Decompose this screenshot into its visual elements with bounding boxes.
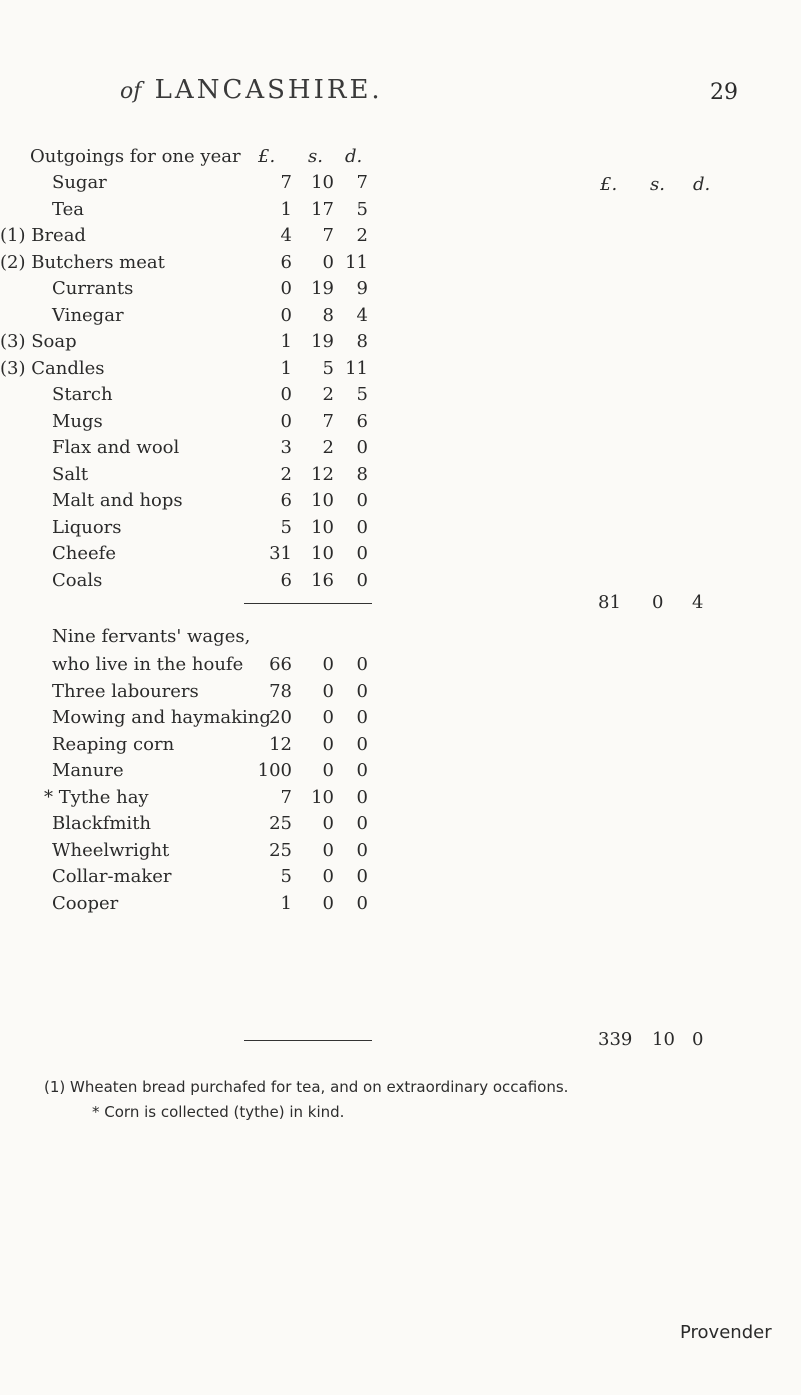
- amount-pence: 0: [356, 437, 368, 458]
- amount-pounds: 0: [280, 410, 292, 432]
- row-label: who live in the houfe: [52, 654, 244, 675]
- amount-pounds: 12: [269, 733, 292, 755]
- amount-pounds: 20: [269, 707, 292, 728]
- amount-pence: 0: [356, 733, 368, 755]
- amount-pounds: 1: [280, 198, 292, 220]
- table-row: [0, 464, 801, 494]
- table-row: [0, 199, 801, 229]
- amount-shillings: 7: [322, 225, 334, 246]
- table-row: [0, 813, 801, 843]
- amount-pounds: 6: [280, 490, 292, 511]
- amount-pence: 0: [356, 786, 368, 808]
- row-label: Manure: [52, 760, 124, 781]
- amount-shillings: 2: [322, 384, 334, 405]
- table-row: [0, 490, 801, 520]
- row-label: Starch: [52, 384, 113, 405]
- row-label: Coals: [52, 569, 103, 591]
- section2-total-pence: 0: [692, 1029, 704, 1050]
- amount-pounds: 6: [280, 251, 292, 273]
- amount-shillings: 19: [311, 278, 334, 299]
- table-row: [0, 517, 801, 547]
- amount-pence: 0: [356, 839, 368, 861]
- amount-pence: 0: [356, 490, 368, 511]
- amount-pence: 6: [356, 410, 368, 432]
- amount-pounds: 25: [269, 839, 292, 861]
- amount-shillings: 2: [322, 437, 334, 458]
- amount-pounds: 25: [269, 813, 292, 834]
- row-label: Cooper: [52, 892, 119, 914]
- amount-shillings: 8: [322, 304, 334, 326]
- table-row: [0, 437, 801, 467]
- amount-shillings: 0: [322, 839, 334, 861]
- row-label: Currants: [52, 278, 134, 299]
- amount-pence: 0: [356, 760, 368, 781]
- amount-pounds: 78: [269, 680, 292, 702]
- amount-pounds: 0: [280, 304, 292, 326]
- subtotal-rule-1: [244, 603, 372, 604]
- amount-pence: 0: [356, 866, 368, 887]
- table-row: [0, 866, 801, 896]
- row-label: (1) Bread: [0, 225, 86, 246]
- amount-shillings: 10: [311, 516, 334, 538]
- amount-shillings: 16: [311, 569, 334, 591]
- row-label: (3) Soap: [0, 331, 77, 352]
- amount-shillings: 10: [311, 786, 334, 808]
- amount-pounds: 3: [280, 437, 292, 458]
- section2-intro: Nine fervants' wages,: [52, 626, 251, 647]
- amount-pounds: 6: [280, 569, 292, 591]
- amount-shillings: 12: [311, 463, 334, 485]
- table-row: [0, 654, 801, 684]
- right-header-shillings: s.: [650, 174, 665, 195]
- header-prefix: of: [120, 79, 142, 104]
- section1-total-shillings: 0: [652, 592, 664, 613]
- amount-shillings: 0: [322, 866, 334, 887]
- row-label: (2) Butchers meat: [0, 251, 165, 273]
- table-row: [0, 252, 801, 282]
- amount-shillings: 10: [311, 490, 334, 511]
- col-header-pounds: £.: [258, 146, 276, 167]
- amount-pounds: 4: [280, 225, 292, 246]
- amount-pence: 11: [345, 251, 368, 273]
- row-label: Liquors: [52, 516, 122, 538]
- amount-pence: 8: [356, 331, 368, 352]
- row-label: Reaping corn: [52, 733, 175, 755]
- amount-pounds: 2: [280, 463, 292, 485]
- catchword: Provender: [680, 1322, 772, 1343]
- amount-shillings: 0: [322, 892, 334, 914]
- amount-shillings: 17: [311, 198, 334, 220]
- amount-pence: 0: [356, 892, 368, 914]
- row-label: Vinegar: [52, 304, 124, 326]
- amount-pence: 0: [356, 707, 368, 728]
- row-label: Collar-maker: [52, 866, 172, 887]
- amount-pence: 0: [356, 680, 368, 702]
- amount-pence: 5: [356, 198, 368, 220]
- row-label: Mowing and haymaking: [52, 707, 271, 728]
- table-row: [0, 681, 801, 711]
- amount-pence: 2: [356, 225, 368, 246]
- amount-pounds: 0: [280, 278, 292, 299]
- table-row: [0, 893, 801, 923]
- table-row: [0, 543, 801, 573]
- row-label: * Tythe hay: [44, 786, 149, 808]
- row-label: Blackfmith: [52, 813, 152, 834]
- table-row: [0, 278, 801, 308]
- table-row: [0, 734, 801, 764]
- row-label: Cheefe: [52, 543, 116, 564]
- row-label: Mugs: [52, 410, 103, 432]
- amount-pence: 0: [356, 543, 368, 564]
- amount-shillings: 19: [311, 331, 334, 352]
- table-row: [0, 305, 801, 335]
- amount-pounds: 7: [280, 786, 292, 808]
- amount-shillings: 0: [322, 813, 334, 834]
- table-row: [0, 411, 801, 441]
- section1-total-pounds: 81: [598, 592, 621, 613]
- table-row: [0, 840, 801, 870]
- footnote-tythe: * Corn is collected (tythe) in kind.: [92, 1103, 345, 1121]
- amount-pence: 8: [356, 463, 368, 485]
- amount-pounds: 5: [280, 516, 292, 538]
- amount-pence: 11: [345, 357, 368, 379]
- amount-pence: 0: [356, 654, 368, 675]
- table-row: [0, 172, 801, 202]
- row-label: Sugar: [52, 172, 107, 193]
- table-row: [0, 358, 801, 388]
- amount-shillings: 0: [322, 654, 334, 675]
- header-title: LANCASHIRE.: [154, 75, 383, 105]
- amount-pence: 0: [356, 516, 368, 538]
- section1-total-pence: 4: [692, 592, 704, 613]
- amount-shillings: 10: [311, 172, 334, 193]
- footnote-bread: (1) Wheaten bread purchafed for tea, and on extraordinary occafions.: [44, 1078, 569, 1096]
- amount-pence: 0: [356, 813, 368, 834]
- table-title: Outgoings for one year: [30, 146, 241, 167]
- amount-shillings: 5: [322, 357, 334, 379]
- table-row: [0, 787, 801, 817]
- amount-pence: 7: [356, 172, 368, 193]
- table-row: [0, 570, 801, 600]
- row-label: (3) Candles: [0, 357, 105, 379]
- row-label: Malt and hops: [52, 490, 183, 511]
- amount-pounds: 31: [269, 543, 292, 564]
- right-header-pounds: £.: [600, 174, 618, 195]
- amount-pence: 5: [356, 384, 368, 405]
- amount-pounds: 1: [280, 892, 292, 914]
- row-label: Three labourers: [52, 680, 199, 702]
- amount-shillings: 0: [322, 680, 334, 702]
- col-header-pence: d.: [345, 146, 363, 167]
- table-row: [0, 760, 801, 790]
- amount-pounds: 66: [269, 654, 292, 675]
- amount-pounds: 5: [280, 866, 292, 887]
- amount-shillings: 0: [322, 707, 334, 728]
- table-row: [0, 331, 801, 361]
- amount-shillings: 7: [322, 410, 334, 432]
- table-row: [0, 384, 801, 414]
- amount-pounds: 1: [280, 331, 292, 352]
- running-header: [120, 75, 383, 105]
- amount-pounds: 7: [280, 172, 292, 193]
- row-label: Wheelwright: [52, 839, 170, 861]
- amount-shillings: 10: [311, 543, 334, 564]
- amount-pence: 9: [356, 278, 368, 299]
- amount-pounds: 0: [280, 384, 292, 405]
- section2-total-shillings: 10: [652, 1029, 675, 1050]
- table-row: [0, 225, 801, 255]
- row-label: Tea: [52, 198, 84, 220]
- amount-shillings: 0: [322, 251, 334, 273]
- subtotal-rule-2: [244, 1040, 372, 1041]
- table-row: [0, 707, 801, 737]
- row-label: Flax and wool: [52, 437, 180, 458]
- col-header-shillings: s.: [308, 146, 323, 167]
- amount-pence: 4: [356, 304, 368, 326]
- amount-shillings: 0: [322, 733, 334, 755]
- amount-pounds: 1: [280, 357, 292, 379]
- amount-pence: 0: [356, 569, 368, 591]
- page-number: 29: [710, 80, 738, 105]
- section2-total-pounds: 339: [598, 1029, 633, 1050]
- amount-pounds: 100: [257, 760, 292, 781]
- right-header-pence: d.: [693, 174, 711, 195]
- amount-shillings: 0: [322, 760, 334, 781]
- row-label: Salt: [52, 463, 89, 485]
